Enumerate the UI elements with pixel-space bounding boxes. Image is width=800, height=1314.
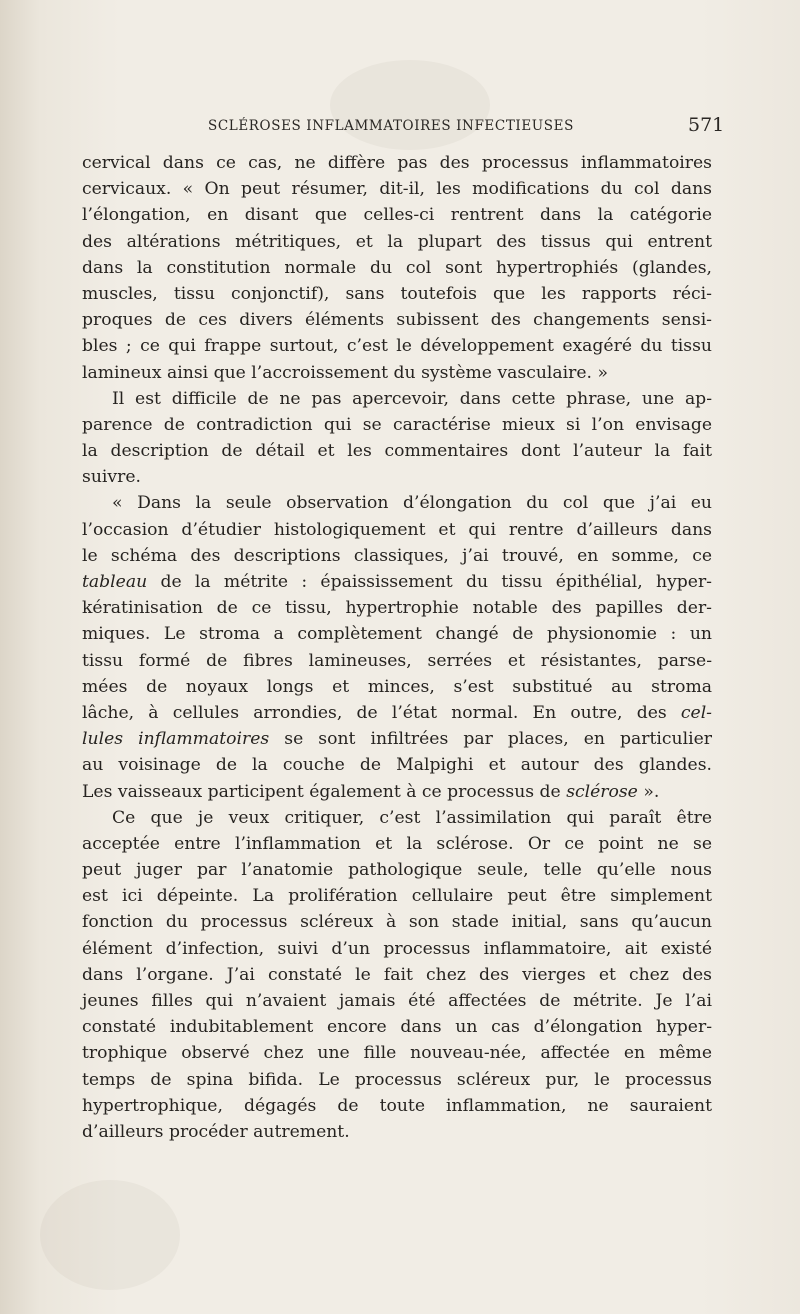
text-line: mées de noyaux longs et minces, s’est substitué au stroma xyxy=(82,676,712,697)
text-line: temps de spina bifida. Le processus scléreux pur, le processus xyxy=(82,1069,712,1090)
text-line: acceptée entre l’inflammation et la sclérose. Or ce point ne se xyxy=(82,833,712,854)
text-line: élément d’infection, suivi d’un processus inflammatoire, ait existé xyxy=(82,938,712,959)
text-line: cervical dans ce cas, ne diffère pas des processus inflammatoires xyxy=(82,153,712,173)
text-line: est ici dépeinte. La prolifération cellulaire peut être simplement xyxy=(82,886,712,907)
text-line: l’occasion d’étudier histologiquement et qui rentre d’ailleurs dans xyxy=(82,519,712,540)
paper-stain xyxy=(330,60,490,150)
text-line: fonction du processus scléreux à son stade initial, sans qu’aucun xyxy=(82,912,712,933)
text-line: peut juger par l’anatomie pathologique seule, telle qu’elle nous xyxy=(82,860,712,881)
text-fragment: de la métrite : épaississement du tissu épithélial, hyper- xyxy=(160,572,712,592)
body-text xyxy=(82,150,712,1145)
text-line: la description de détail et les commentaires dont l’auteur la fait xyxy=(82,441,712,462)
text-line: miques. Le stroma a complètement changé de physionomie : un xyxy=(82,624,712,645)
text-line xyxy=(82,726,712,752)
text-fragment: ». xyxy=(637,781,660,802)
running-title: SCLÉROSES INFLAMMATOIRES INFECTIEUSES xyxy=(208,118,574,134)
italic-term: cel- xyxy=(680,702,712,723)
text-line: hypertrophique, dégagés de toute inflammation, ne sauraient xyxy=(82,1095,712,1116)
text-line: trophique observé chez une fille nouveau-née, affectée en même xyxy=(82,1043,712,1064)
text-line: cervicaux. « On peut résumer, dit-il, les modifications du col dans xyxy=(82,179,712,200)
text-line: des altérations métritiques, et la plupart des tissus qui entrent xyxy=(82,231,712,252)
text-line: dans la constitution normale du col sont hypertrophiés (glandes, xyxy=(82,257,712,278)
text-line: kératinisation de ce tissu, hypertrophie notable des papilles der- xyxy=(82,598,712,619)
text-line: lamineux ainsi que l’accroissement du système vasculaire. » xyxy=(82,362,608,383)
italic-term: tableau xyxy=(82,572,148,592)
text-line: bles ; ce qui frappe surtout, c’est le développement exagéré du tissu xyxy=(82,336,712,357)
text-fragment: se sont infiltrées par places, en particulier xyxy=(284,729,712,750)
text-line: au voisinage de la couche de Malpighi et autour des glandes. xyxy=(82,755,712,776)
text-line: proques de ces divers éléments subissent des changements sensi- xyxy=(82,310,712,331)
text-fragment: Les vaisseaux participent également à ce processus de xyxy=(82,781,561,802)
text-line: muscles, tissu conjonctif), sans toutefois que les rapports réci- xyxy=(82,283,712,304)
text-line xyxy=(82,700,712,726)
text-line: l’élongation, en disant que celles-ci rentrent dans la catégorie xyxy=(82,205,712,226)
text-line: suivre. xyxy=(82,467,141,488)
text-fragment: lâche, à cellules arrondies, de l’état normal. En outre, des xyxy=(82,702,667,723)
text-line: jeunes filles qui n’avaient jamais été affectées de métrite. Je l’ai xyxy=(82,991,712,1011)
text-line: Ce que je veux critiquer, c’est l’assimilation qui paraît être xyxy=(112,807,712,828)
text-line: dans l’organe. J’ai constaté le fait chez des vierges et chez des xyxy=(82,964,712,985)
text-line: parence de contradiction qui se caractérise mieux si l’on envisage xyxy=(82,414,712,435)
page-number: 571 xyxy=(688,114,725,136)
text-line: constaté indubitablement encore dans un cas d’élongation hyper- xyxy=(82,1017,712,1038)
text-line: « Dans la seule observation d’élongation du col que j’ai eu xyxy=(112,493,712,514)
text-line xyxy=(82,779,712,805)
italic-term: lules inflammatoires xyxy=(82,729,270,750)
text-line: tissu formé de fibres lamineuses, serrées et résistantes, parse- xyxy=(82,650,712,671)
italic-term: sclérose xyxy=(566,781,638,802)
text-line xyxy=(82,569,712,595)
paper-stain xyxy=(40,1180,180,1290)
text-line: d’ailleurs procéder autrement. xyxy=(82,1121,350,1142)
text-line: Il est difficile de ne pas apercevoir, dans cette phrase, une ap- xyxy=(112,388,712,409)
text-line: le schéma des descriptions classiques, j’ai trouvé, en somme, ce xyxy=(82,545,712,566)
